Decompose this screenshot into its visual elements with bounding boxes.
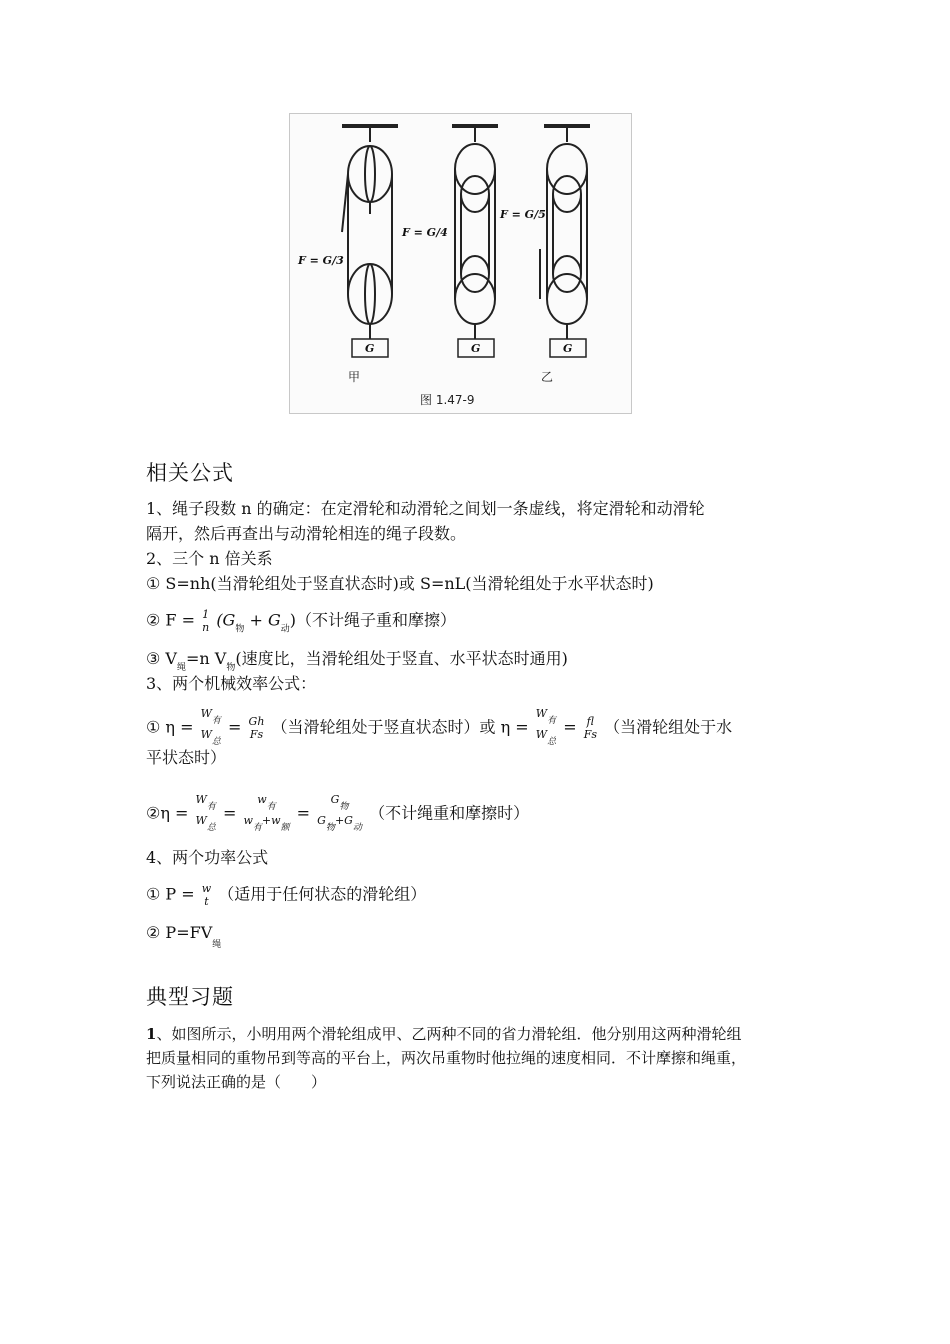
caption-left: 甲 xyxy=(348,370,361,384)
eta2-frac1 xyxy=(196,793,216,835)
formula-p2 xyxy=(146,922,222,950)
eta1-end: （当滑轮组处于水 xyxy=(604,717,733,737)
p1-prefix: ① P = xyxy=(146,884,195,904)
item-n2: 2、三个 n 倍关系 xyxy=(146,549,273,568)
p1-den: t xyxy=(204,895,209,908)
eta2-n2: w xyxy=(257,793,267,806)
eta1-wnum2-sub: 有 xyxy=(547,716,557,726)
force-label-left: F = G/3 xyxy=(298,254,344,267)
eta2-d1: W xyxy=(195,814,207,827)
weight-label-3: G xyxy=(563,342,573,355)
item-n3: 3、两个机械效率公式： xyxy=(146,674,317,693)
eta1-fden: Fs xyxy=(583,728,597,741)
eta2-d3as: 物 xyxy=(325,823,335,833)
formula-f-g2: + G xyxy=(249,610,281,630)
formula-f-sub1: 物 xyxy=(235,624,245,635)
eta2-eq2: = xyxy=(296,803,311,823)
eta1-eq: = xyxy=(228,717,242,737)
exercise-text-line3: 下列说法正确的是（ ） xyxy=(146,1073,327,1091)
eta1-fnum: fl xyxy=(586,715,594,728)
exercise-text-line2: 把质量相同的重物吊到等高的平台上，两次吊重物时他拉绳的速度相同．不计摩擦和绳重， xyxy=(146,1049,747,1067)
force-label-right: F = G/5 xyxy=(500,208,546,221)
pulley-figure xyxy=(289,113,632,414)
formula-s: ① S=nh(当滑轮组处于竖直状态时)或 S=nL(当滑轮组处于水平状态时) xyxy=(146,574,654,593)
eta1-eq2: = xyxy=(563,717,577,737)
weight-label-2: G xyxy=(471,342,481,355)
exercise-1 xyxy=(146,1022,810,1094)
eta2-n3s: 物 xyxy=(339,802,349,812)
eta2-d2as: 有 xyxy=(252,823,262,833)
eta2-d3bs: 动 xyxy=(352,823,362,833)
formula-f-fraction xyxy=(202,608,209,634)
exercise-text-line1: 、如图所示，小明用两个滑轮组成甲、乙两种不同的省力滑轮组．他分别用这两种滑轮组 xyxy=(156,1025,742,1043)
formula-v-c: (速度比，当滑轮组处于竖直、水平状态时通用) xyxy=(235,649,568,668)
caption-right: 乙 xyxy=(541,370,554,384)
eta2-d2bs: 额 xyxy=(280,823,290,833)
p2-prefix: ② P=FV xyxy=(146,923,213,942)
formula-v-sub1: 绳 xyxy=(176,663,186,673)
eta1-wden: W xyxy=(200,728,212,741)
eta1-mid: （当滑轮组处于竖直状态时）或 η = xyxy=(271,717,529,737)
fraction-den: n xyxy=(202,621,210,634)
exercise-number: 1 xyxy=(146,1025,157,1043)
eta2-prefix: ②η = xyxy=(146,803,189,823)
eta1-wden2-sub: 总 xyxy=(547,737,557,747)
p2-sub: 绳 xyxy=(212,940,222,950)
eta2-n2s: 有 xyxy=(266,802,276,812)
eta1-frac-w xyxy=(201,707,221,749)
formula-f-suffix: )（不计绳子重和摩擦） xyxy=(289,610,456,630)
p1-num: w xyxy=(201,882,212,895)
formula-p1 xyxy=(146,882,426,908)
eta2-frac2 xyxy=(243,793,289,835)
formula-f-prefix: ② F = xyxy=(146,610,196,630)
eta2-n1: W xyxy=(195,793,207,806)
eta1-wnum: W xyxy=(200,707,212,720)
eta2-d2a: w xyxy=(243,814,253,827)
pulley-diagram xyxy=(290,114,631,413)
formula-v-sub2: 物 xyxy=(226,663,236,673)
formula-eta2 xyxy=(146,793,529,835)
eta2-d3b: +G xyxy=(334,814,353,827)
formula-eta1 xyxy=(146,707,732,749)
section-title-exercises: 典型习题 xyxy=(146,985,234,1009)
formula-v-a: ③ V xyxy=(146,649,177,668)
p1-frac xyxy=(202,882,211,908)
eta1-frac-w2 xyxy=(536,707,556,749)
eta2-frac3 xyxy=(317,793,362,835)
eta2-d2b: +w xyxy=(261,814,281,827)
formula-f-g1: (G xyxy=(216,610,236,630)
eta2-d1s: 总 xyxy=(206,823,216,833)
eta2-d3a: G xyxy=(317,814,326,827)
eta1-wden2: W xyxy=(535,728,548,741)
item-n1-line2: 隔开，然后再查出与动滑轮相连的绳子段数。 xyxy=(146,524,467,543)
item-n1-line1: 1、绳子段数 n 的确定：在定滑轮和动滑轮之间划一条虚线，将定滑轮和动滑轮 xyxy=(146,499,705,518)
eta1-frac-gh xyxy=(249,715,265,741)
eta1-wden-sub: 总 xyxy=(211,737,221,747)
formula-eta1-line2: 平状态时） xyxy=(146,748,227,767)
eta1-wnum2: W xyxy=(535,707,548,720)
formula-f-sub2: 动 xyxy=(280,624,290,635)
fraction-num: 1 xyxy=(202,608,210,621)
formula-v-b: =n V xyxy=(186,649,227,668)
weight-label-1: G xyxy=(365,342,375,355)
eta1-gden: Fs xyxy=(249,728,264,741)
eta1-prefix: ① η = xyxy=(146,717,194,737)
eta2-n1s: 有 xyxy=(206,802,216,812)
eta1-gnum: Gh xyxy=(248,715,265,728)
formula-f xyxy=(146,608,456,641)
p1-end: （适用于任何状态的滑轮组） xyxy=(218,884,427,904)
eta1-frac-fl xyxy=(584,715,597,741)
eta1-wnum-sub: 有 xyxy=(211,716,221,726)
eta2-n3: G xyxy=(330,793,340,806)
eta2-eq1: = xyxy=(222,803,237,823)
eta2-end: （不计绳重和摩擦时） xyxy=(369,803,530,823)
item-n4: 4、两个功率公式 xyxy=(146,848,269,867)
force-label-mid: F = G/4 xyxy=(402,226,448,239)
section-title-formulas: 相关公式 xyxy=(146,461,234,485)
figure-caption: 图 1.47-9 xyxy=(420,393,475,407)
